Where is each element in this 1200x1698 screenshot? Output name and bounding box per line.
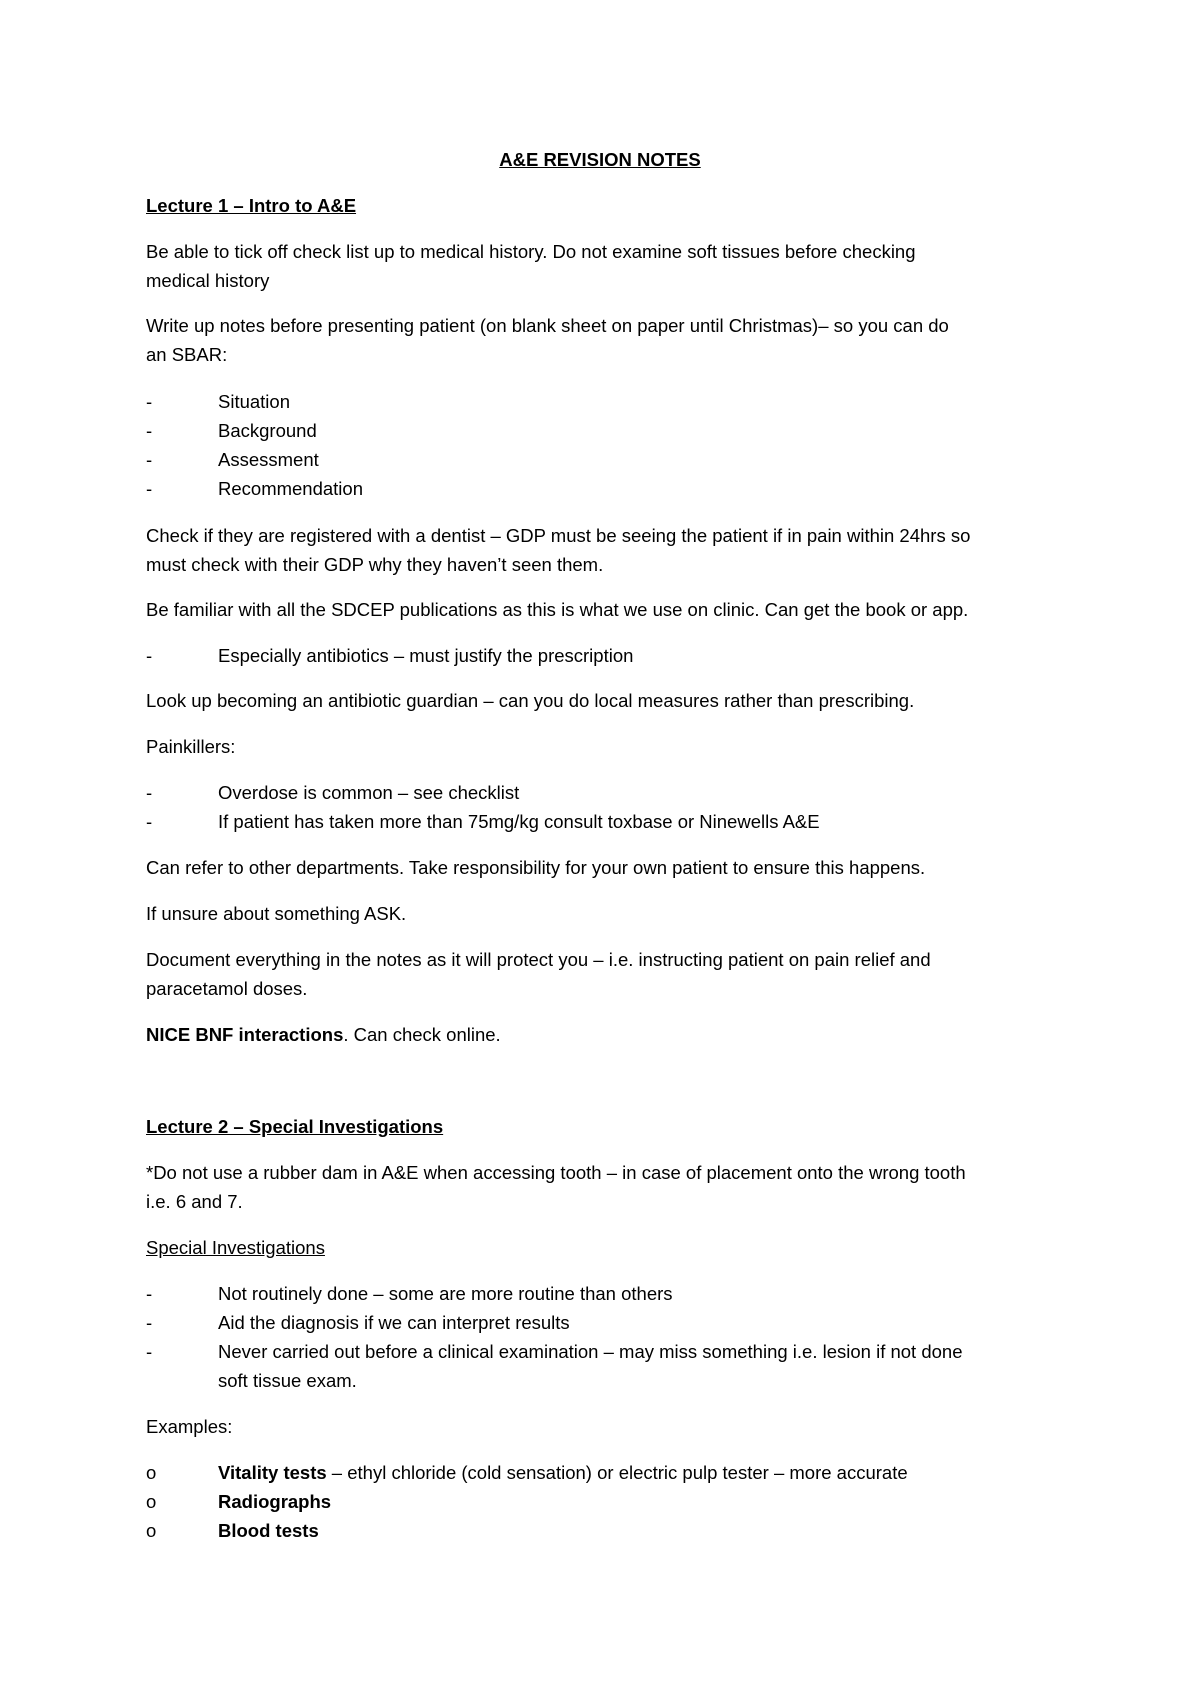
list-marker: o xyxy=(146,1520,157,1541)
list-item-text: Radiographs xyxy=(218,1491,332,1512)
list-item-text: Blood tests xyxy=(218,1520,319,1541)
list-marker: - xyxy=(146,391,153,412)
paragraph: Write up notes before presenting patient (on blank sheet on paper until Christmas)– so you can do xyxy=(146,315,949,336)
paragraph: Painkillers: xyxy=(146,736,236,757)
paragraph: Document everything in the notes as it will protect you – i.e. instructing patient on pain relief and xyxy=(146,949,931,970)
list-marker: - xyxy=(146,782,153,803)
list-item-text: Not routinely done – some are more routine than others xyxy=(218,1283,673,1304)
text-run: . Can check online. xyxy=(343,1024,501,1045)
list-item xyxy=(146,782,520,804)
list-item-text: Situation xyxy=(218,391,290,412)
list-item xyxy=(146,478,363,500)
list-item xyxy=(146,645,634,667)
list-marker: - xyxy=(146,420,153,441)
list-item xyxy=(146,420,317,442)
list-item-text: Overdose is common – see checklist xyxy=(218,782,520,803)
list-marker: o xyxy=(146,1462,157,1483)
paragraph: Be familiar with all the SDCEP publications as this is what we use on clinic. Can get the book or app. xyxy=(146,599,969,620)
list-item xyxy=(146,1341,963,1363)
list-item xyxy=(146,1312,570,1334)
paragraph: Look up becoming an antibiotic guardian – can you do local measures rather than prescribing. xyxy=(146,690,915,711)
list-item-text: Recommendation xyxy=(218,478,363,499)
list-item-continuation: soft tissue exam. xyxy=(218,1370,357,1391)
list-marker: - xyxy=(146,1341,153,1362)
list-marker: - xyxy=(146,1312,153,1333)
text-run: – ethyl chloride (cold sensation) or electric pulp tester – more accurate xyxy=(326,1462,908,1483)
lecture-1-heading: Lecture 1 – Intro to A&E xyxy=(146,195,357,216)
paragraph: Be able to tick off check list up to medical history. Do not examine soft tissues before checking xyxy=(146,241,916,262)
bold-phrase: Vitality tests xyxy=(218,1462,327,1483)
paragraph: an SBAR: xyxy=(146,344,228,365)
list-item xyxy=(146,391,290,413)
list-item-text: Background xyxy=(218,420,317,441)
paragraph: i.e. 6 and 7. xyxy=(146,1191,243,1212)
document-title: A&E REVISION NOTES xyxy=(499,149,701,170)
list-item-text: Never carried out before a clinical examination – may miss something i.e. lesion if not done xyxy=(218,1341,963,1362)
paragraph: must check with their GDP why they haven’t seen them. xyxy=(146,554,604,575)
list-marker: - xyxy=(146,449,153,470)
paragraph xyxy=(146,1024,501,1046)
paragraph: Can refer to other departments. Take responsibility for your own patient to ensure this happens. xyxy=(146,857,926,878)
list-marker: o xyxy=(146,1491,157,1512)
list-marker: - xyxy=(146,645,153,666)
lecture-2-heading: Lecture 2 – Special Investigations xyxy=(146,1116,444,1137)
list-item xyxy=(146,1491,332,1513)
list-item-text: Assessment xyxy=(218,449,319,470)
list-item-text: Especially antibiotics – must justify the prescription xyxy=(218,645,634,666)
paragraph: Check if they are registered with a dentist – GDP must be seeing the patient if in pain within 24hrs so xyxy=(146,525,971,546)
list-item xyxy=(146,1462,908,1484)
subheading: Special Investigations xyxy=(146,1237,325,1258)
list-item-text: If patient has taken more than 75mg/kg consult toxbase or Ninewells A&E xyxy=(218,811,820,832)
list-item xyxy=(146,1520,319,1542)
paragraph: Examples: xyxy=(146,1416,233,1437)
paragraph: paracetamol doses. xyxy=(146,978,308,999)
list-marker: - xyxy=(146,1283,153,1304)
bold-phrase: NICE BNF interactions xyxy=(146,1024,344,1045)
list-item-text xyxy=(218,1462,908,1484)
list-item xyxy=(146,811,820,833)
list-marker: - xyxy=(146,811,153,832)
list-item-text: Aid the diagnosis if we can interpret results xyxy=(218,1312,570,1333)
list-item xyxy=(146,1283,673,1305)
list-item xyxy=(146,449,319,471)
paragraph: *Do not use a rubber dam in A&E when accessing tooth – in case of placement onto the wrong tooth xyxy=(146,1162,966,1183)
paragraph: medical history xyxy=(146,270,270,291)
paragraph: If unsure about something ASK. xyxy=(146,903,407,924)
list-marker: - xyxy=(146,478,153,499)
